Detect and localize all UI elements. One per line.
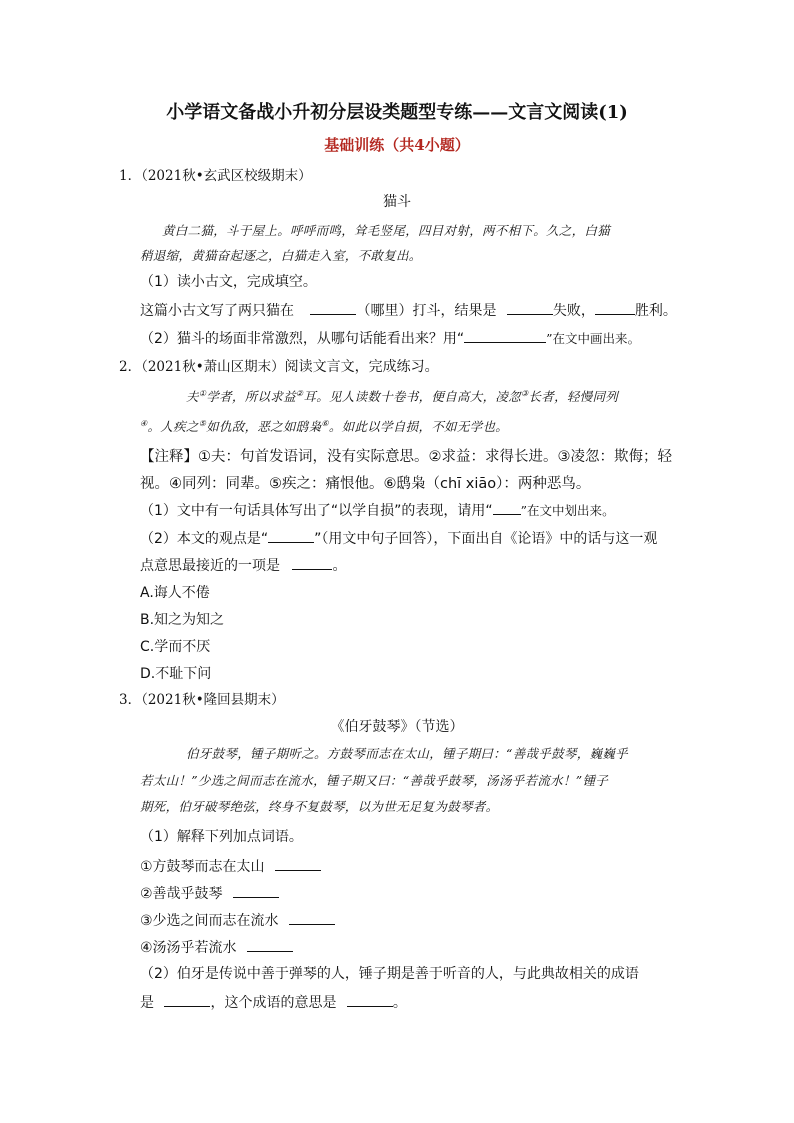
q3-item-4-text: ④汤汤乎若流水 xyxy=(140,940,237,956)
note-marker-4: ④ xyxy=(140,419,148,428)
q3-passage-line-3: 期死，伯牙破琴绝弦，终身不复鼓琴，以为世无足复为鼓琴者。 xyxy=(140,799,499,814)
q2-p2-b: 如仇敌，恶之如鸱枭 xyxy=(206,419,322,435)
q1-passage-line-1: 黄白二猫，斗于屋上。呼呼而鸣，耸毛竖尾，四目对射，两不相下。久之，白猫 xyxy=(162,223,611,238)
q3-passage-line-1: 伯牙鼓琴，锺子期听之。方鼓琴而志在太山，锺子期曰：“善哉乎鼓琴，巍巍乎 xyxy=(186,746,628,761)
q3-item-2-text: ②善哉乎鼓琴 xyxy=(140,886,223,902)
q1-answer-blank-3[interactable] xyxy=(595,300,635,315)
q3-sub2-line-2 xyxy=(140,992,407,1013)
q2-sub2 xyxy=(140,528,657,549)
q2-p1-c: 耳。见人读数十卷书，便自高大，凌忽 xyxy=(303,389,521,405)
note-marker-1: ① xyxy=(198,389,207,398)
q1-answer-blank-2[interactable] xyxy=(507,300,553,315)
q3-sub1: （1）解释下列加点词语。 xyxy=(140,829,303,845)
q3-item-3-text: ③少选之间而志在流水 xyxy=(140,913,279,929)
q2-sub2-text-a: （2）本文的观点是“ xyxy=(140,531,269,547)
q3-answer-blank-6[interactable] xyxy=(347,992,393,1007)
q2-answer-blank-1[interactable] xyxy=(268,528,314,543)
q3-answer-blank-5[interactable] xyxy=(164,992,210,1007)
q3-item-1 xyxy=(140,856,321,877)
q2-passage-line-2 xyxy=(140,414,508,437)
q2-sub1-text-b: ”在文中划出来。 xyxy=(520,503,615,518)
q2-header-instruction: 阅读文言文，完成练习。 xyxy=(284,359,439,375)
q2-sub2-cont xyxy=(140,555,346,576)
q3-sub2-text-c: 。 xyxy=(392,995,407,1011)
q2-header-source: 2．（2021秋•萧山区期末） xyxy=(119,359,285,375)
q3-sub2-line-1: （2）伯牙是传说中善于弹琴的人，锤子期是善于听音的人，与此典故相关的成语 xyxy=(140,966,639,982)
q1-header: 1．（2021秋•玄武区校级期末） xyxy=(119,168,312,184)
q2-notes-line-1: 【注释】①夫：句首发语词，没有实际意思。②求益：求得长进。③凌忽：欺侮；轻 xyxy=(140,449,672,465)
q2-option-a[interactable]: A.诲人不倦 xyxy=(140,585,210,601)
q2-p1-b: 学者，所以求益 xyxy=(206,389,296,405)
q3-text-title: 《伯牙鼓琴》（节选） xyxy=(330,719,464,735)
q3-sub2-text-b: ，这个成语的意思是 xyxy=(210,995,337,1011)
q1-answer-blank-1[interactable] xyxy=(310,300,356,315)
q2-sub2-text-c: 点意思最接近的一项是 xyxy=(140,558,280,574)
q1-sub1-fill xyxy=(140,300,677,321)
note-marker-6: ⑥ xyxy=(321,419,329,428)
q2-notes-line-2: 视。④同列：同辈。⑤疾之：痛恨他。⑥鸱枭（chī xiāo）：两种恶鸟。 xyxy=(140,476,591,492)
q3-item-1-text: ①方鼓琴而志在太山 xyxy=(140,859,265,875)
q2-passage-line-1 xyxy=(186,384,618,407)
q2-p1-d: 长者，轻慢同列 xyxy=(528,389,619,405)
q2-p1-a: 夫 xyxy=(186,389,199,405)
section-heading: 基础训练（共4小题） xyxy=(324,136,470,154)
q2-option-c[interactable]: C.学而不厌 xyxy=(140,639,211,655)
q3-passage-line-2: 若太山！”少选之间而志在流水，锺子期又曰：“善哉乎鼓琴，汤汤乎若流水！”锺子 xyxy=(140,773,609,788)
q3-item-4 xyxy=(140,937,293,958)
q2-p2-c: 。如此以学自损，不如无学也。 xyxy=(328,419,509,435)
q1-passage-line-2: 稍退缩，黄猫奋起逐之，白猫走入室，不敢复出。 xyxy=(140,248,422,263)
q1-sub1-text-c: 失败， xyxy=(552,303,595,319)
q1-sub1: （1）读小古文，完成填空。 xyxy=(140,274,317,290)
q3-item-2 xyxy=(140,883,279,904)
q3-header: 3．（2021秋•隆回县期末） xyxy=(119,692,285,708)
q1-sub1-text-b: （哪里）打斗，结果是 xyxy=(356,303,497,319)
q1-text-title: 猫斗 xyxy=(383,194,411,210)
q2-mark-blank[interactable] xyxy=(493,500,521,515)
q1-sub2-text-b: ”在文中画出来。 xyxy=(546,331,641,346)
page-title: 小学语文备战小升初分层设类题型专练——文言文阅读(1) xyxy=(166,102,628,123)
q2-option-d[interactable]: D.不耻下问 xyxy=(140,666,212,682)
q2-sub2-text-d: 。 xyxy=(332,558,347,574)
q1-mark-blank[interactable] xyxy=(464,328,546,343)
q2-sub1 xyxy=(140,500,615,521)
q1-sub2-text-a: （2）猫斗的场面非常激烈，从哪句话能看出来？用“ xyxy=(140,331,465,347)
q2-p2-a: 。人疾之 xyxy=(147,419,199,435)
q1-sub2 xyxy=(140,328,640,349)
q3-answer-blank-2[interactable] xyxy=(233,883,279,898)
q2-header xyxy=(119,357,439,377)
q2-sub2-text-b: ”（用文中句子回答），下面出自《论语》中的话与这一观 xyxy=(314,531,658,547)
q3-item-3 xyxy=(140,910,335,931)
q2-sub1-text-a: （1）文中有一句话具体写出了“以学自损”的表现，请用“ xyxy=(140,503,493,519)
q2-option-b[interactable]: B.知之为知之 xyxy=(140,612,225,628)
q3-answer-blank-4[interactable] xyxy=(247,937,293,952)
note-marker-5: ⑤ xyxy=(198,419,207,428)
q1-sub1-text-d: 胜利。 xyxy=(634,303,677,319)
q3-answer-blank-1[interactable] xyxy=(275,856,321,871)
q2-answer-blank-2[interactable] xyxy=(292,555,332,570)
note-marker-2: ② xyxy=(295,389,304,398)
q3-answer-blank-3[interactable] xyxy=(289,910,335,925)
q3-sub2-text-a: 是 xyxy=(140,995,154,1011)
note-marker-3: ③ xyxy=(521,389,529,398)
q1-sub1-text-a: 这篇小古文写了两只猫在 xyxy=(140,303,294,319)
